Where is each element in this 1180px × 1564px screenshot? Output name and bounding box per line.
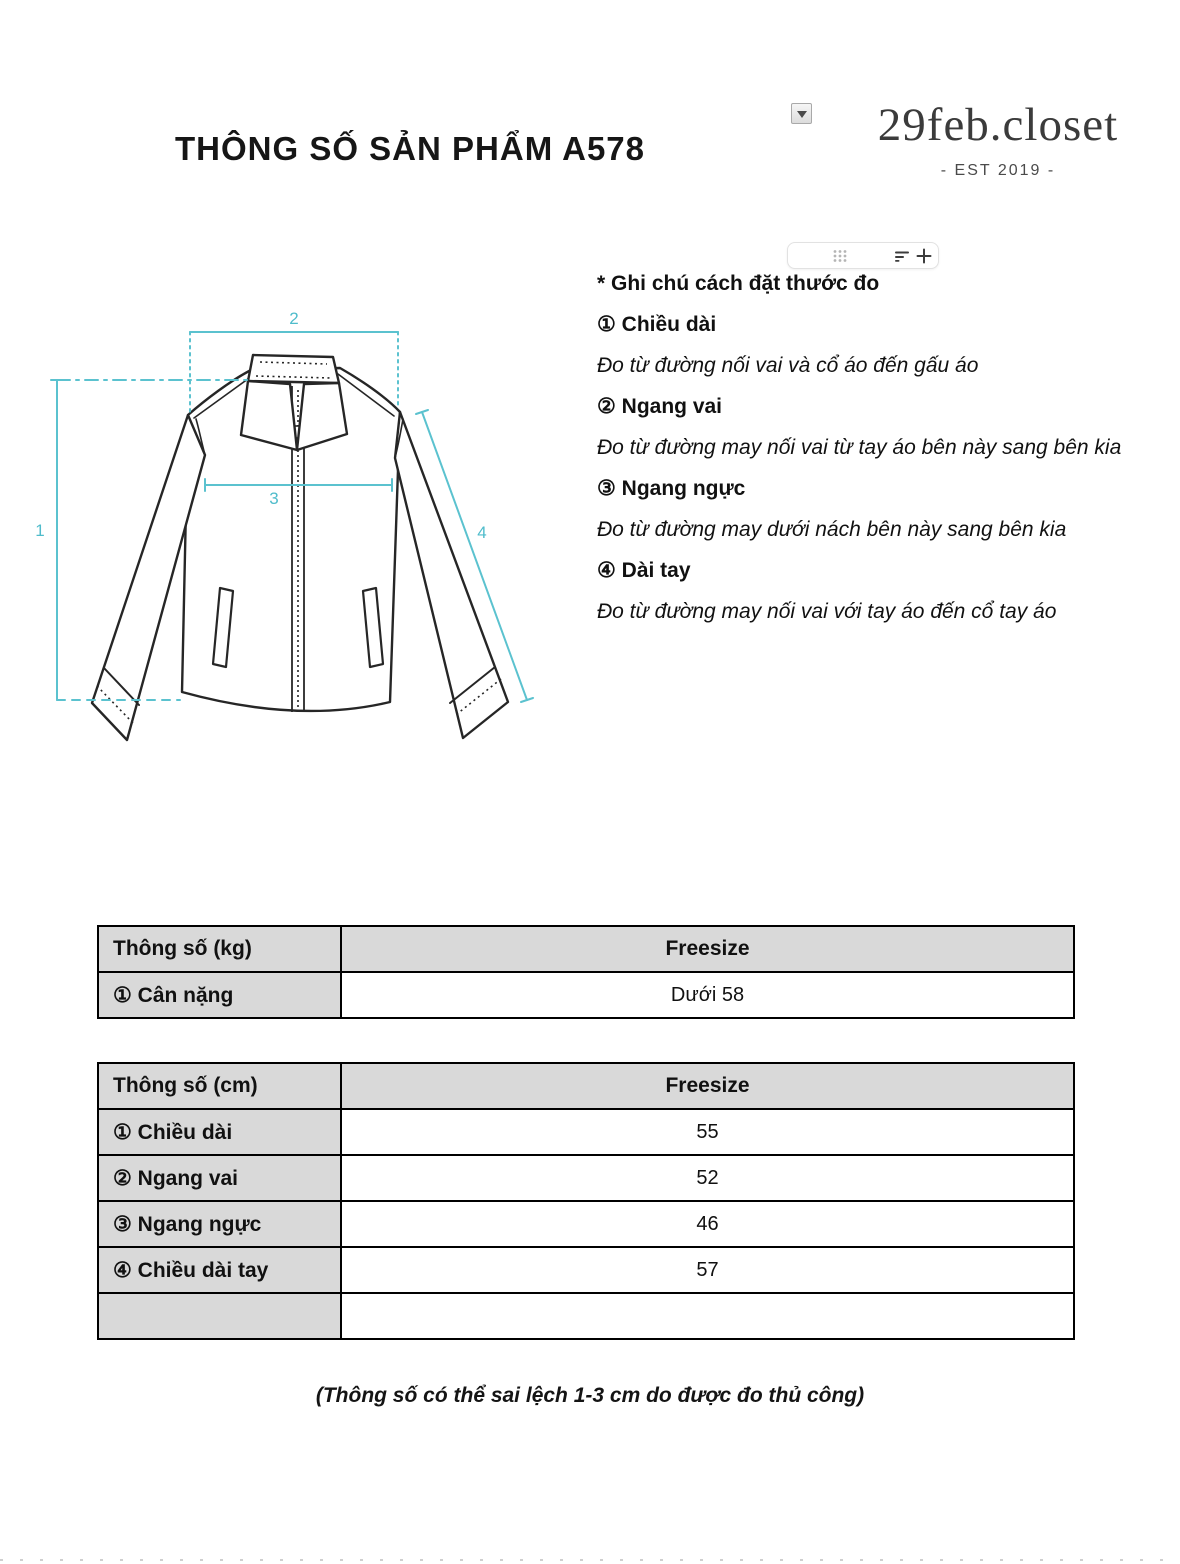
size-row-2-value: 52: [341, 1155, 1074, 1201]
plus-icon[interactable]: [916, 248, 932, 264]
instruction-desc-4: Đo từ đường may nối vai với tay áo đến cổ tay áo: [597, 600, 1057, 623]
weight-table-header-size: Freesize: [341, 926, 1074, 972]
size-row-5-value: [341, 1293, 1074, 1339]
table-row: [98, 972, 1074, 1018]
caret-down-icon: [797, 111, 807, 118]
jacket-measurement-diagram: [30, 298, 570, 773]
measure-label-1: 1: [35, 521, 45, 540]
size-row-4-value: 57: [341, 1247, 1074, 1293]
measure-label-2: 2: [289, 309, 299, 328]
instruction-label-2: ② Ngang vai: [597, 395, 723, 418]
jacket-collar-band: [248, 355, 339, 383]
table-row: [98, 926, 1074, 972]
tolerance-note: (Thông số có thể sai lệch 1-3 cm do được đo thủ công): [315, 1384, 865, 1407]
weight-table: [97, 925, 1075, 1019]
size-table-header-size: Freesize: [341, 1063, 1074, 1109]
instruction-desc-3: Đo từ đường may dưới nách bên này sang bên kia: [597, 518, 1067, 541]
size-table-header-param: Thông số (cm): [98, 1063, 341, 1109]
measure-label-4: 4: [477, 523, 487, 542]
table-row: [98, 1293, 1074, 1339]
weight-row-label: ① Cân nặng: [98, 972, 341, 1018]
instruction-label-1: ① Chiều dài: [597, 313, 717, 336]
size-row-5-label: [98, 1293, 341, 1339]
instruction-desc-2: Đo từ đường may nối vai từ tay áo bên này sang bên kia: [597, 436, 1122, 459]
table-row: [98, 1155, 1074, 1201]
instructions-heading: * Ghi chú cách đặt thước đo: [597, 272, 880, 295]
table-row: [98, 1201, 1074, 1247]
instruction-desc-1: Đo từ đường nối vai và cổ áo đến gấu áo: [597, 354, 979, 377]
drag-grid-dots-icon[interactable]: [832, 248, 848, 264]
table-row: [98, 1247, 1074, 1293]
instruction-label-4: ④ Dài tay: [597, 559, 691, 582]
table-row: [98, 1109, 1074, 1155]
weight-table-header-param: Thông số (kg): [98, 926, 341, 972]
size-row-3-value: 46: [341, 1201, 1074, 1247]
size-row-3-label: ③ Ngang ngực: [98, 1201, 341, 1247]
size-row-2-label: ② Ngang vai: [98, 1155, 341, 1201]
page-break-divider: [0, 1559, 1180, 1561]
size-row-1-label: ① Chiều dài: [98, 1109, 341, 1155]
table-row: [98, 1063, 1074, 1109]
size-table: [97, 1062, 1075, 1340]
weight-row-value: Dưới 58: [341, 972, 1074, 1018]
size-row-1-value: 55: [341, 1109, 1074, 1155]
brand-name: 29feb.closet: [877, 99, 1119, 151]
jacket-right-sleeve: [395, 412, 508, 738]
instruction-label-3: ③ Ngang ngực: [597, 477, 746, 500]
page-title: THÔNG SỐ SẢN PHẨM A578: [175, 130, 646, 167]
dropdown-button[interactable]: [791, 103, 812, 124]
brand-logo: [843, 100, 1153, 180]
size-row-4-label: ④ Chiều dài tay: [98, 1247, 341, 1293]
sort-icon[interactable]: [894, 248, 910, 264]
measure-label-3: 3: [269, 489, 279, 508]
brand-est-label: - EST 2019 -: [940, 161, 1056, 179]
measurement-instructions: [597, 263, 1132, 632]
